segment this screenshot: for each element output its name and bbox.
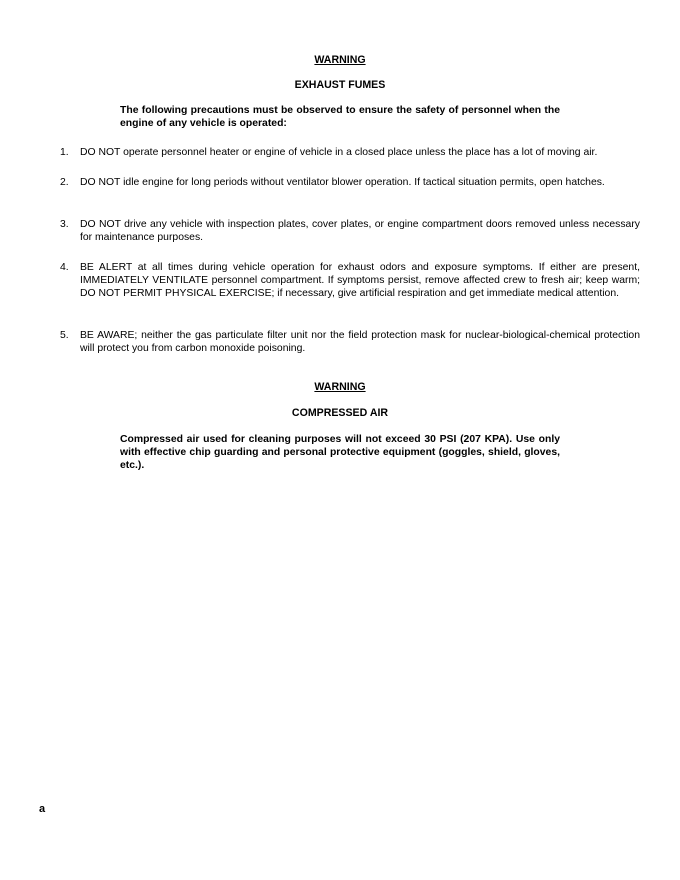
list-item [60,218,640,244]
exhaust-fumes-title: EXHAUST FUMES [294,79,386,91]
list-item-number: 5. [60,330,69,341]
list-item [60,329,640,355]
list-item [60,176,640,189]
list-item-text: BE ALERT at all times during vehicle operation for exhaust odors and exposure symptoms. If either are present, IMMEDIATELY VENTILATE personnel compartment. If symptoms persist, remove affected crew to fresh air; keep warm; DO NOT PERMIT PHYSICAL EXERCISE; if necessary, give artificial respiration and get immediate medical attention. [80,262,640,299]
list-item-text: DO NOT drive any vehicle with inspection plates, cover plates, or engine compartment doors removed unless necessary for maintenance purposes. [80,219,640,243]
exhaust-intro-paragraph: The following precautions must be observed to ensure the safety of personnel when the engine of any vehicle is operated: [120,105,560,129]
list-item-text: DO NOT idle engine for long periods without ventilator blower operation. If tactical situation permits, open hatches. [80,177,605,188]
list-item-number: 4. [60,262,69,273]
list-item-number: 1. [60,147,69,158]
list-item [60,146,640,159]
warning-heading-compressed-air: WARNING [314,381,366,393]
list-item-text: BE AWARE; neither the gas particulate filter unit nor the field protection mask for nuclear-biological-chemical protection will protect you from carbon monoxide poisoning. [80,330,640,354]
page-number: a [39,803,46,815]
list-item-text: DO NOT operate personnel heater or engine of vehicle in a closed place unless the place has a lot of moving air. [80,147,598,158]
list-item [60,261,640,300]
warning-heading-exhaust: WARNING [314,54,366,66]
list-item-number: 3. [60,219,69,230]
compressed-air-paragraph: Compressed air used for cleaning purposes will not exceed 30 PSI (207 KPA). Use only with effective chip guarding and personal protective equipment (goggles, shield, gloves, etc.). [120,434,560,471]
compressed-air-title: COMPRESSED AIR [291,407,389,419]
list-item-number: 2. [60,177,69,188]
